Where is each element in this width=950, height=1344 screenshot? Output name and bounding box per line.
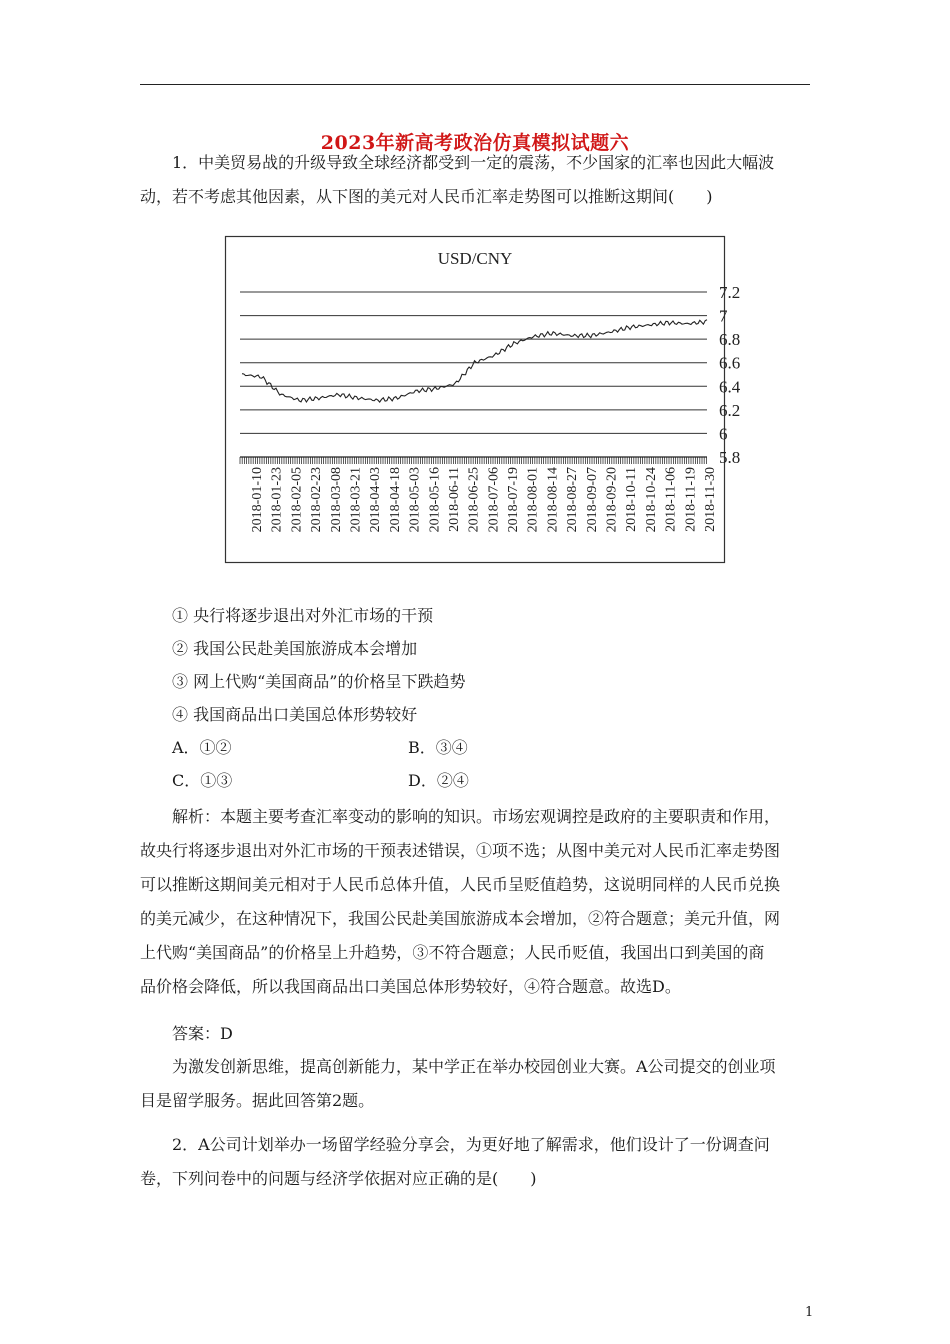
statement-3: ③ 网上代购“美国商品”的价格呈下跌趋势 [172, 672, 466, 691]
x-tick-label: 2018-10-24 [643, 467, 659, 533]
question-1-stem [140, 146, 810, 214]
x-tick-label: 2018-05-03 [407, 467, 423, 533]
x-tick-label: 2018-08-01 [525, 467, 541, 533]
x-tick-label: 2018-04-18 [387, 467, 403, 533]
option-d: D．②④ [408, 771, 469, 790]
intro-paragraph [140, 1050, 810, 1118]
x-tick-label: 2018-11-06 [663, 467, 679, 532]
document-title: 2023年新高考政治仿真模拟试题六 [320, 132, 630, 154]
option-c: C．①③ [172, 771, 233, 790]
x-tick-label: 2018-08-27 [565, 467, 581, 533]
option-a: A．①② [172, 738, 232, 757]
question-1-stem-line: 动，若不考虑其他因素，从下图的美元对人民币汇率走势图可以推断这期间( ) [140, 187, 713, 206]
chart-title: USD/CNY [437, 249, 513, 268]
y-tick-label: 6.2 [719, 400, 741, 420]
x-tick-label: 2018-08-14 [545, 467, 561, 533]
statement-2: ② 我国公民赴美国旅游成本会增加 [172, 639, 418, 658]
answer: 答案：D [172, 1024, 233, 1043]
analysis-line: 可以推断这期间美元相对于人民币总体升值，人民币呈贬值趋势，这说明同样的人民币兑换 [140, 875, 781, 894]
x-tick-label: 2018-02-05 [289, 467, 305, 533]
x-tick-label: 2018-01-10 [250, 467, 265, 533]
y-tick-label: 7 [719, 306, 728, 326]
x-tick-label: 2018-04-03 [368, 467, 384, 533]
statement-4: ④ 我国商品出口美国总体形势较好 [172, 705, 418, 724]
x-tick-label: 2018-06-11 [447, 467, 462, 532]
intro-line: 为激发创新思维，提高创新能力，某中学正在举办校园创业大赛。A公司提交的创业项 [172, 1057, 776, 1076]
exchange-rate-chart [225, 236, 741, 563]
intro-line: 目是留学服务。据此回答第2题。 [140, 1091, 375, 1110]
analysis-line: 上代购“美国商品”的价格呈上升趋势，③不符合题意；人民币贬值，我国出口到美国的商 [140, 943, 765, 962]
question-1-stem-line: 1．中美贸易战的升级导致全球经济都受到一定的震荡，不少国家的汇率也因此大幅波 [172, 153, 775, 172]
x-tick-label: 2018-05-16 [427, 467, 443, 533]
x-tick-label: 2018-11-30 [703, 467, 718, 532]
analysis-line: 品价格会降低，所以我国商品出口美国总体形势较好，④符合题意。故选D。 [140, 977, 681, 996]
x-tick-label: 2018-07-19 [506, 467, 521, 533]
x-tick-label: 2018-02-23 [309, 467, 325, 533]
x-tick-label: 2018-09-07 [584, 467, 600, 533]
x-tick-label: 2018-03-21 [348, 467, 364, 533]
y-tick-label: 6.6 [719, 353, 741, 373]
question-2-stem-line: 卷，下列问卷中的问题与经济学依据对应正确的是( ) [140, 1169, 537, 1188]
analysis-line: 故央行将逐步退出对外汇市场的干预表述错误，①项不选；从图中美元对人民币汇率走势图 [140, 841, 781, 860]
x-tick-label: 2018-03-08 [328, 467, 344, 533]
x-tick-label: 2018-07-06 [486, 467, 502, 533]
option-b: B．③④ [408, 738, 468, 757]
page-number: 1 [805, 1305, 814, 1320]
analysis-line: 的美元减少，在这种情况下，我国公民赴美国旅游成本会增加，②符合题意；美元升值，网 [140, 909, 781, 928]
x-tick-label: 2018-10-11 [624, 467, 640, 532]
x-tick-label: 2018-01-23 [269, 467, 285, 533]
question-2-stem-line: 2．A公司计划举办一场留学经验分享会，为更好地了解需求，他们设计了一份调查问 [172, 1135, 770, 1154]
statement-1: ① 央行将逐步退出对外汇市场的干预 [172, 606, 434, 625]
analysis [140, 800, 810, 1004]
y-tick-label: 5.8 [719, 448, 741, 467]
y-tick-label: 6.8 [719, 330, 741, 350]
analysis-line: 解析：本题主要考查汇率变动的影响的知识。市场宏观调控是政府的主要职责和作用， [172, 807, 781, 826]
y-tick-label: 6 [719, 424, 728, 444]
y-tick-label: 6.4 [719, 377, 741, 397]
x-tick-label: 2018-09-20 [604, 467, 620, 533]
x-tick-label: 2018-11-19 [683, 467, 699, 532]
x-tick-label: 2018-06-25 [466, 467, 482, 533]
y-tick-label: 7.2 [719, 283, 741, 302]
top-rule [140, 84, 810, 85]
question-2-stem [140, 1128, 810, 1196]
